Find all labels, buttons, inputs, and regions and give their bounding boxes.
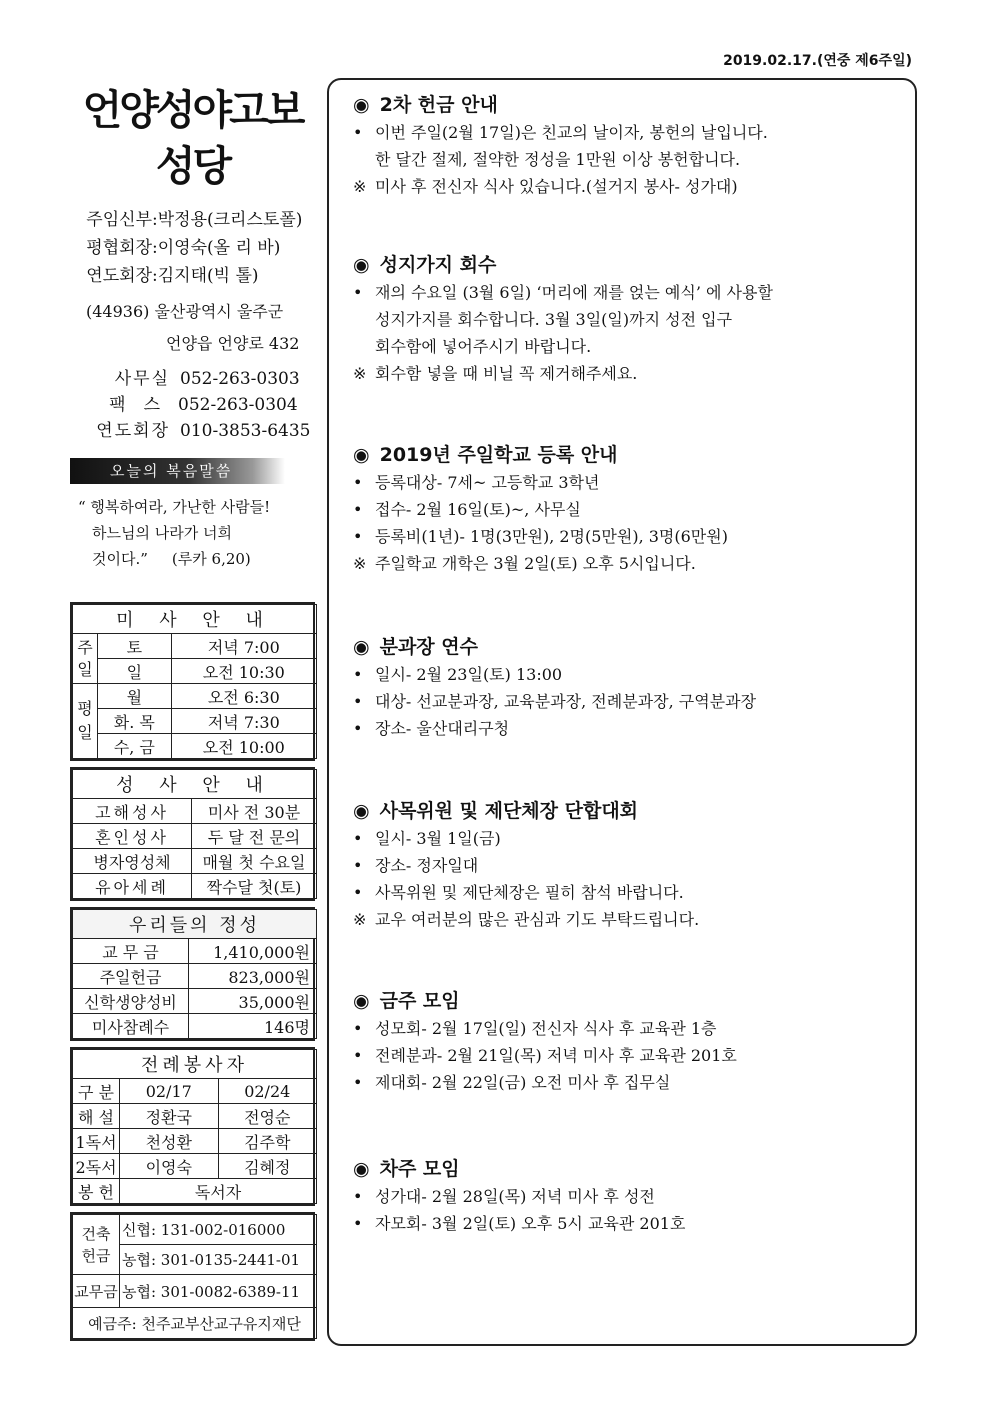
announcement-section [353,92,913,200]
sacrament-value: 미사 전 30분 [192,799,317,824]
gospel-reference: (루카 6,20) [171,550,251,568]
offering-value: 146명 [189,1014,317,1039]
mass-schedule-table [70,602,315,761]
address-line1: (44936) 울산광역시 울주군 [86,302,284,321]
phone-row [70,418,315,444]
section-title [353,988,913,1015]
gospel-line3: 것이다.” [92,550,148,568]
section-line [353,879,913,906]
staff-value: :김지태(빅 톨) [152,266,259,286]
line-text: 전례분과- 2월 21일(목) 저녁 미사 후 교육관 201호 [375,1046,737,1065]
mass-time: 오전 10:00 [171,734,316,759]
liturgy-role: 2독서 [73,1154,120,1179]
building-fund-label [73,1215,120,1275]
line-text: 자모회- 3월 2일(토) 오후 5시 교육관 201호 [375,1214,686,1233]
bullet-icon: • [353,1019,363,1038]
section-line [353,333,913,360]
sacrament-name: 병자영성체 [73,849,192,874]
section-line [353,852,913,879]
liturgy-role: 봉 헌 [73,1179,120,1204]
bullet-icon: • [353,123,363,142]
section-line [353,523,913,550]
mass-time: 저녁 7:00 [171,634,316,659]
liturgy-date: 02/24 [218,1079,317,1104]
liturgy-col-label: 구 분 [73,1079,120,1104]
section-line [353,550,913,577]
liturgy-person: 독서자 [120,1179,317,1204]
announcement-section [353,1156,913,1237]
line-text: 주일학교 개학은 3월 2일(토) 오후 5시입니다. [375,554,696,573]
gospel-heading: 오늘의 복음말씀 [70,458,285,484]
offering-name: 주일헌금 [73,964,189,989]
section-title-text: 2차 헌금 안내 [379,94,498,116]
mass-time: 오전 10:30 [171,659,316,684]
section-line [353,1015,913,1042]
line-text: 일시- 3월 1일(금) [375,829,501,848]
bullet-icon: • [353,527,363,546]
sacrament-value: 매월 첫 수요일 [192,849,317,874]
sacraments-heading: 성 사 안 내 [73,770,317,799]
announcement-section [353,798,913,933]
offering-value: 823,000원 [189,964,317,989]
note-icon: ※ [353,910,367,929]
dues-label: 교무금 [73,1275,120,1308]
section-title-text: 금주 모임 [379,990,460,1012]
staff-label: 평협회장 [86,238,152,258]
bullet-icon: • [353,692,363,711]
phone-number: 010-3853-6435 [180,421,311,441]
staff-row [70,234,315,262]
section-title-text: 성지가지 회수 [379,254,497,276]
offering-name: 신학생양성비 [73,989,189,1014]
phone-number: 052-263-0303 [180,369,300,389]
line-text: 이번 주일(2월 17일)은 친교의 날이자, 봉헌의 날입니다. [375,123,768,142]
offerings-table [70,907,315,1041]
line-text: 대상- 선교분과장, 교육분과장, 전례분과장, 구역분과장 [375,692,757,711]
section-title [353,92,913,119]
phone-number: 052-263-0304 [178,395,298,415]
line-text: 회수함에 넣어주시기 바랍니다. [375,337,592,356]
announcement-section [353,252,913,387]
liturgy-person: 정환국 [120,1104,219,1129]
section-line [353,146,913,173]
section-line [353,688,913,715]
mass-day: 월 [98,684,172,709]
announcement-section [353,442,913,577]
phone-row [70,366,315,392]
section-line [353,119,913,146]
bullseye-icon: ◉ [353,636,370,658]
section-line [353,279,913,306]
staff-list [70,206,315,290]
line-text: 회수함 넣을 때 비닐 꼭 제거해주세요. [375,364,638,383]
left-column [70,80,315,1341]
liturgy-role: 1독서 [73,1129,120,1154]
line-text: 성지가지를 회수합니다. 3월 3일(일)까지 성전 입구 [375,310,733,329]
bullet-icon: • [353,883,363,902]
parish-name-line2: 성당 [155,142,230,190]
account-number: 농협: 301-0082-6389-11 [120,1275,317,1308]
sacrament-name: 고해성사 [73,799,192,824]
offering-value: 35,000원 [189,989,317,1014]
phone-label: 연도회장 [96,421,170,441]
sacrament-name: 혼인성사 [73,824,192,849]
announcements-panel [327,78,917,1346]
line-text: 접수- 2월 16일(토)~, 사무실 [375,500,581,519]
liturgy-person: 김주학 [218,1129,317,1154]
phone-label: 팩스 [109,395,178,415]
sunday-label: 주일 [73,634,98,684]
liturgy-role: 해 설 [73,1104,120,1129]
line-text: 재의 수요일 (3월 6일) ‘머리에 재를 얹는 예식’ 에 사용할 [375,283,773,302]
sacrament-name: 유아세례 [73,874,192,899]
line-text: 교우 여러분의 많은 관심과 기도 부탁드립니다. [375,910,700,929]
bullet-icon: • [353,500,363,519]
bullet-icon: • [353,283,363,302]
bullet-icon: • [353,1187,363,1206]
phone-label: 사무실 [114,369,170,389]
section-title-text: 분과장 연수 [379,636,478,658]
liturgy-person: 전영순 [218,1104,317,1129]
bullseye-icon: ◉ [353,444,370,466]
bullet-icon: • [353,1214,363,1233]
sacrament-value: 두 달 전 문의 [192,824,317,849]
line-text: 등록비(1년)- 1명(3만원), 2명(5만원), 3명(6만원) [375,527,728,546]
account-number: 신협: 131-002-016000 [120,1215,317,1245]
line-text: 제대회- 2월 22일(금) 오전 미사 후 집무실 [375,1073,671,1092]
weekday-label: 평일 [73,684,98,759]
accounts-table [70,1212,315,1341]
address [70,296,315,360]
gospel-line: “ 행복하여라, 가난한 사람들! [78,498,271,516]
section-title [353,252,913,279]
line-text: 등록대상- 7세~ 고등학교 3학년 [375,473,600,492]
mass-day: 일 [98,659,172,684]
section-title [353,442,913,469]
announcement-section [353,988,913,1096]
section-line [353,1069,913,1096]
mass-day: 수, 금 [98,734,172,759]
staff-row [70,262,315,290]
address-line2: 언양읍 언양로 432 [166,334,300,353]
bullet-icon: • [353,473,363,492]
liturgy-person: 이영숙 [120,1154,219,1179]
announcement-section [353,634,913,742]
line-text: 성모회- 2월 17일(일) 전신자 식사 후 교육관 1층 [375,1019,717,1038]
bullseye-icon: ◉ [353,990,370,1012]
mass-heading: 미 사 안 내 [73,605,317,634]
section-title-text: 2019년 주일학교 등록 안내 [379,444,618,466]
account-holder: 예금주: 천주교부산교구유지재단 [73,1308,317,1339]
line-text: 사목위원 및 제단체장은 필히 참석 바랍니다. [375,883,684,902]
staff-row [70,206,315,234]
section-line [353,661,913,688]
section-line [353,360,913,387]
liturgy-person: 김혜정 [218,1154,317,1179]
bullet-icon: • [353,1073,363,1092]
sacraments-table [70,767,315,901]
offering-value: 1,410,000원 [189,939,317,964]
line-text: 장소- 울산대리구청 [375,719,510,738]
bulletin-date: 2019.02.17.(연중 제6주일) [723,53,912,69]
bullseye-icon: ◉ [353,1158,370,1180]
building-label-part: 헌금 [81,1246,111,1265]
line-text: 장소- 정자일대 [375,856,479,875]
bullet-icon: • [353,829,363,848]
note-icon: ※ [353,177,367,196]
section-line [353,496,913,523]
staff-label: 주임신부 [86,210,152,230]
note-icon: ※ [353,364,367,383]
section-line [353,825,913,852]
liturgy-person: 천성환 [120,1129,219,1154]
line-text: 한 달간 절제, 절약한 정성을 1만원 이상 봉헌합니다. [375,150,741,169]
bullseye-icon: ◉ [353,254,370,276]
section-line [353,1183,913,1210]
liturgy-table [70,1047,315,1206]
building-label-part: 건축 [81,1224,111,1243]
offerings-heading: 우리들의 정성 [73,910,317,939]
section-line [353,173,913,200]
liturgy-heading: 전례봉사자 [73,1050,317,1079]
gospel-line: 하느님의 나라가 너희 [92,524,232,542]
section-line [353,906,913,933]
bullseye-icon: ◉ [353,94,370,116]
bullet-icon: • [353,719,363,738]
gospel-line [78,546,315,572]
mass-day: 토 [98,634,172,659]
offering-name: 미사참례수 [73,1014,189,1039]
parish-name-line1: 언양성야고보 [82,86,303,134]
section-line [353,1210,913,1237]
section-line [353,469,913,496]
bullseye-icon: ◉ [353,800,370,822]
bullet-icon: • [353,856,363,875]
mass-time: 저녁 7:30 [171,709,316,734]
section-line [353,715,913,742]
note-icon: ※ [353,554,367,573]
phone-list [70,366,315,444]
bullet-icon: • [353,1046,363,1065]
line-text: 미사 후 전신자 식사 있습니다.(설거지 봉사- 성가대) [375,177,738,196]
section-title-text: 차주 모임 [379,1158,460,1180]
staff-value: :박정용(크리스토폴) [152,210,303,230]
line-text: 일시- 2월 23일(토) 13:00 [375,665,563,684]
line-text: 성가대- 2월 28일(목) 저녁 미사 후 성전 [375,1187,655,1206]
account-number: 농협: 301-0135-2441-01 [120,1245,317,1275]
section-title-text: 사목위원 및 제단체장 단합대회 [379,800,639,822]
section-title [353,1156,913,1183]
offering-name: 교 무 금 [73,939,189,964]
bullet-icon: • [353,665,363,684]
staff-label: 연도회장 [86,266,152,286]
mass-day: 화. 목 [98,709,172,734]
liturgy-date: 02/17 [120,1079,219,1104]
section-line [353,1042,913,1069]
mass-time: 오전 6:30 [171,684,316,709]
section-title [353,634,913,661]
phone-row [70,392,315,418]
gospel-text [70,494,315,572]
section-line [353,306,913,333]
staff-value: :이영숙(올 리 바) [152,238,281,258]
sacrament-value: 짝수달 첫(토) [192,874,317,899]
section-title [353,798,913,825]
